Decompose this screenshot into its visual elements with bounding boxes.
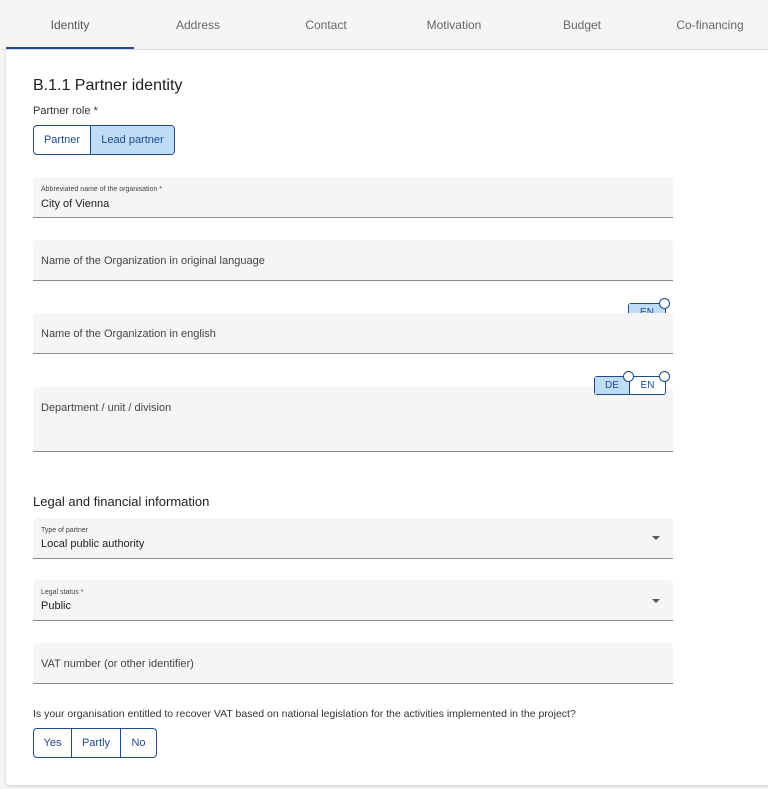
name-original-placeholder: Name of the Organization in original language [41, 255, 265, 267]
abbreviated-name-value: City of Vienna [41, 198, 110, 210]
type-of-partner-label: Type of partner [41, 527, 89, 534]
department-placeholder: Department / unit / division [41, 402, 172, 414]
tab-address[interactable]: Address [175, 18, 221, 32]
vat-number-field[interactable] [33, 643, 673, 684]
partly-option[interactable]: Partly [72, 729, 121, 757]
department-lang-toggle [594, 376, 666, 395]
name-original-field[interactable] [33, 240, 673, 281]
department-field[interactable] [33, 387, 673, 452]
vat-recovery-question: Is your organisation entitled to recover VAT based on national legislation for the activities implemented in the project? [33, 708, 576, 720]
dropdown-arrow-icon [652, 599, 660, 603]
vat-number-placeholder: VAT number (or other identifier) [41, 658, 194, 670]
type-of-partner-value: Local public authority [41, 538, 145, 550]
lead-partner-option[interactable]: Lead partner [91, 126, 174, 154]
tab-co-financing[interactable]: Co-financing [676, 18, 744, 32]
lang-en-label: EN [640, 380, 655, 391]
legal-section-title: Legal and financial information [33, 494, 210, 509]
name-english-placeholder: Name of the Organization in english [41, 328, 216, 340]
translation-status-indicator [659, 298, 670, 309]
legal-status-label: Legal status * [41, 589, 84, 596]
tab-budget[interactable]: Budget [562, 18, 602, 32]
legal-status-value: Public [41, 600, 71, 612]
tab-identity[interactable]: Identity [50, 18, 90, 32]
yes-option[interactable]: Yes [34, 729, 72, 757]
section-title: B.1.1 Partner identity [33, 77, 183, 94]
tab-bar [0, 0, 768, 50]
type-of-partner-select[interactable] [33, 518, 673, 559]
lang-en-button[interactable] [630, 377, 665, 394]
abbreviated-name-field[interactable] [33, 177, 673, 218]
partner-option[interactable]: Partner [34, 126, 91, 154]
lang-de-button[interactable] [595, 377, 630, 394]
vat-recovery-toggle [33, 728, 157, 758]
dropdown-arrow-icon [652, 536, 660, 540]
legal-status-select[interactable] [33, 580, 673, 621]
tab-motivation[interactable]: Motivation [426, 18, 482, 32]
active-tab-indicator [6, 47, 134, 49]
abbreviated-name-label: Abbreviated name of the organisation * [41, 186, 163, 193]
name-english-field[interactable] [33, 313, 673, 354]
lang-de-label: DE [605, 380, 619, 391]
no-option[interactable]: No [131, 737, 146, 749]
partner-role-label: Partner role * [33, 105, 98, 117]
partner-role-toggle [33, 125, 175, 155]
tab-contact[interactable]: Contact [305, 18, 347, 32]
translation-status-indicator [659, 371, 670, 382]
